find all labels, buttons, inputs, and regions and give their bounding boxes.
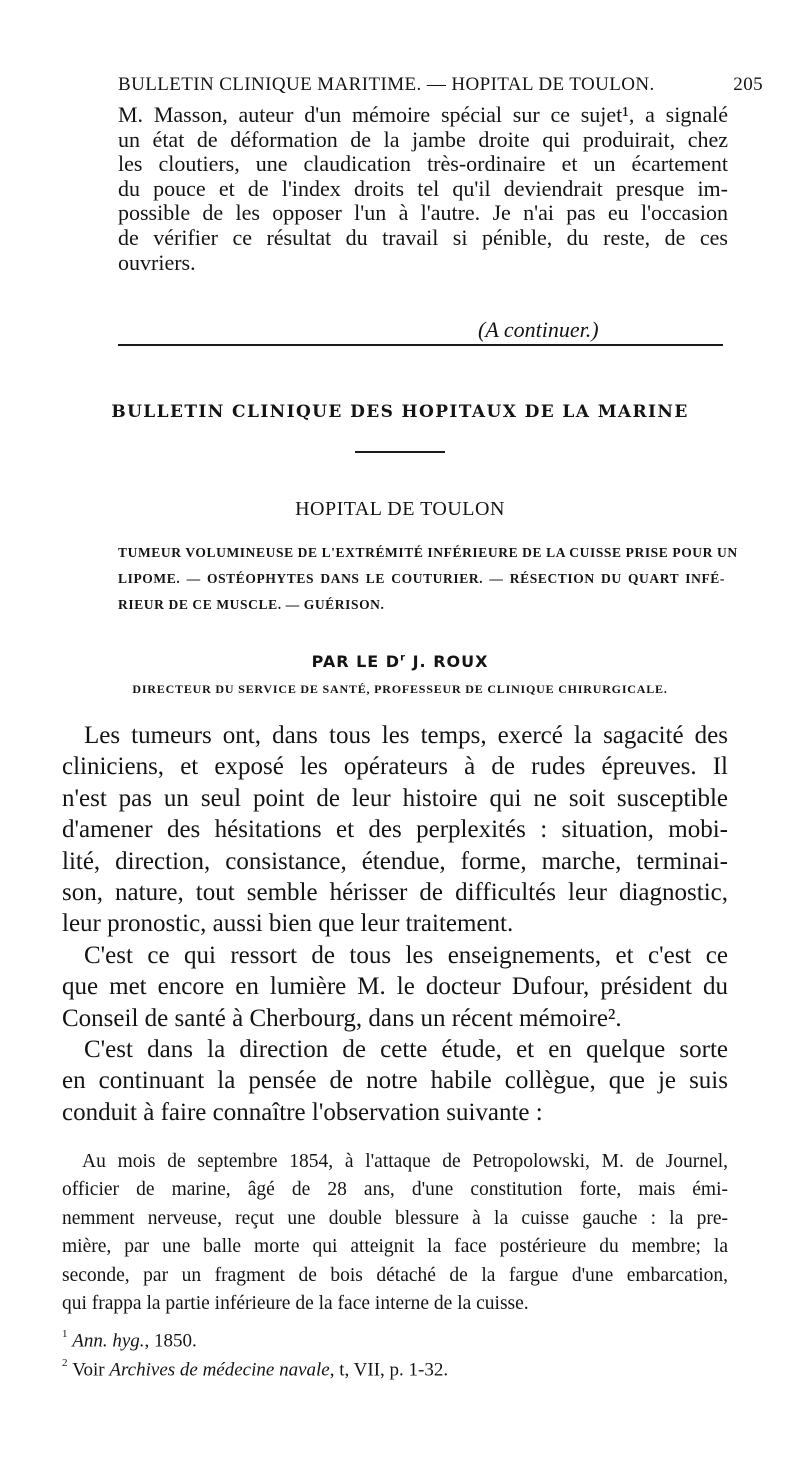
to-be-continued-note: (A continuer.) [478,317,599,342]
body-paragraph-2 [62,940,728,1034]
case-title-line: TUMEUR VOLUMINEUSE DE L'EXTRÉMITÉ INFÉRIEURE DE LA CUISSE PRISE POUR UN [118,545,738,560]
text-line: seconde, par un fragment de bois détaché de la fargue d'une embarcation, [62,1264,728,1286]
footnote-prefix: Voir [72,1359,110,1381]
text-line: lité, direction, consistance, étendue, forme, marche, terminai- [62,847,728,875]
text-line: M. Masson, auteur d'un mémoire spécial sur ce sujet¹, a signalé [118,102,728,127]
footnote-text: , t, VII, p. 1-32. [329,1359,449,1381]
running-title: BULLETIN CLINIQUE MARITIME. — HOPITAL DE TOULON. [118,74,655,95]
text-line: Au mois de septembre 1854, à l'attaque de Petropolowski, M. de Journel, [82,1151,728,1172]
case-title-line: LIPOME. — OSTÉOPHYTES DANS LE COUTURIER. — RÉSECTION DU QUART INFÉ- [118,571,725,586]
text-line: n'est pas un seul point de leur histoire qui ne soit susceptible [62,784,728,812]
text-line: Les tumeurs ont, dans tous les temps, exercé la sagacité des [84,722,728,749]
text-line: du pouce et de l'index droits tel qu'il deviendrait presque im- [118,175,728,201]
footnote-mark: 1 [62,1328,68,1340]
hospital-heading: HOPITAL DE TOULON [295,498,505,520]
text-line: qui frappa la partie inférieure de la face interne de la cuisse. [62,1293,529,1315]
text-line: de vérifier ce résultat du travail si pénible, du reste, de ces [118,224,728,250]
observation-paragraph [62,1148,728,1318]
title-underline [355,451,445,453]
section-title: BULLETIN CLINIQUE DES HOPITAUX DE LA MARINE [111,402,689,422]
text-line: conduit à faire connaître l'observation suivante : [62,1098,543,1126]
previous-article-paragraph [118,103,728,275]
section-divider [118,344,723,346]
footnotes [62,1324,448,1383]
text-line: d'amener des hésitations et des perplexités : situation, mobi- [62,816,728,844]
text-line: possible de les opposer l'un à l'autre. Je n'ai pas eu l'occasion [118,200,728,226]
text-line: un état de déformation de la jambe droite qui produirait, chez [118,126,728,152]
text-line: cliniciens, et exposé les opérateurs à de rudes épreuves. Il [62,753,728,781]
footnote-2 [62,1353,448,1382]
footnote-source: Archives de médecine navale [109,1359,330,1381]
author-name: J. ROUX [406,652,489,671]
page-number: 205 [733,74,763,95]
case-title-line: RIEUR DE CE MUSCLE. — GUÉRISON. [118,597,385,612]
text-line: leur pronostic, aussi bien que leur traitement. [62,910,514,938]
author-role: DIRECTEUR DU SERVICE DE SANTÉ, PROFESSEUR DE CLINIQUE CHIRURGICALE. [132,682,668,696]
running-header [118,74,763,96]
case-title [118,540,738,618]
text-line: Conseil de santé à Cherbourg, dans un récent mémoire². [62,1004,622,1032]
footnote-source: Ann. hyg. [72,1330,145,1352]
footnote-1 [62,1324,448,1353]
body-paragraph-3 [62,1034,728,1128]
footnote-mark: 2 [62,1357,68,1370]
text-line: mière, par une balle morte qui atteignit la face postérieure du membre; la [62,1236,728,1258]
text-line: C'est dans la direction de cette étude, et en quelque sorte [84,1036,728,1063]
text-line: en continuant la pensée de notre habile collègue, que je suis [62,1067,728,1095]
text-line: officier de marine, âgé de 28 ans, d'une constitution forte, mais émi- [62,1179,728,1201]
body-paragraph-1 [62,720,728,940]
text-line: les cloutiers, une claudication très-ordinaire et un écartement [118,151,728,177]
text-line: nemment nerveuse, reçut une double blessure à la cuisse gauche : la pre- [62,1207,728,1229]
author-prefix: PAR LE D [311,652,401,671]
text-line: son, nature, tout semble hérisser de difficultés leur diagnostic, [62,879,728,907]
author-line [0,652,800,671]
footnote-text: , 1850. [144,1330,197,1352]
text-line: C'est ce qui ressort de tous les enseignements, et c'est ce [84,942,728,969]
author-title-sup: r [400,652,407,664]
text-line: que met encore en lumière M. le docteur Dufour, président du [62,973,728,1001]
text-line: ouvriers. [118,249,196,275]
